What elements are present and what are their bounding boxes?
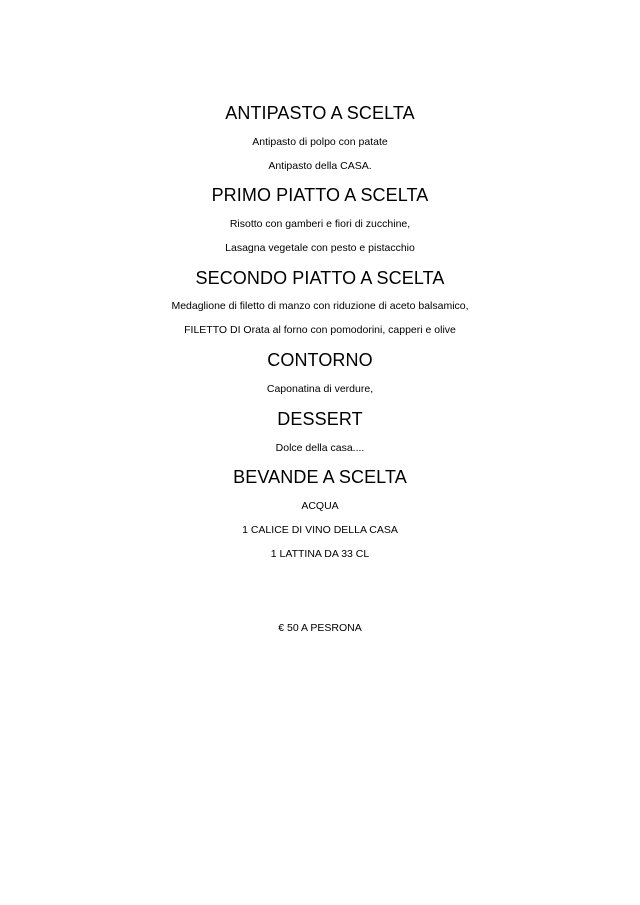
menu-item: Antipasto di polpo con patate: [252, 136, 388, 148]
menu-item: Caponatina di verdure,: [266, 383, 374, 395]
menu-item: Antipasto della CASA.: [268, 160, 372, 172]
menu-item: 1 LATTINA DA 33 CL: [270, 548, 370, 560]
menu-item: 1 CALICE DI VINO DELLA CASA: [242, 524, 398, 536]
menu-item: ACQUA: [301, 500, 339, 512]
menu-item: Medaglione di filetto di manzo con riduzione di aceto balsamico,: [171, 300, 469, 312]
menu-item: FILETTO DI Orata al forno con pomodorini, capperi e olive: [184, 324, 456, 336]
section-heading-contorno: CONTORNO: [267, 350, 373, 370]
menu-item: Risotto con gamberi e fiori di zucchine,: [229, 218, 411, 230]
section-heading-antipasto: ANTIPASTO A SCELTA: [225, 103, 415, 123]
section-heading-dessert: DESSERT: [277, 409, 363, 429]
section-heading-primo: PRIMO PIATTO A SCELTA: [211, 185, 429, 205]
section-heading-secondo: SECONDO PIATTO A SCELTA: [195, 268, 445, 288]
section-heading-bevande: BEVANDE A SCELTA: [233, 467, 407, 487]
menu-item: Dolce della casa....: [275, 442, 365, 454]
price-line: € 50 A PESRONA: [278, 622, 362, 634]
menu-item: Lasagna vegetale con pesto e pistacchio: [225, 242, 415, 254]
